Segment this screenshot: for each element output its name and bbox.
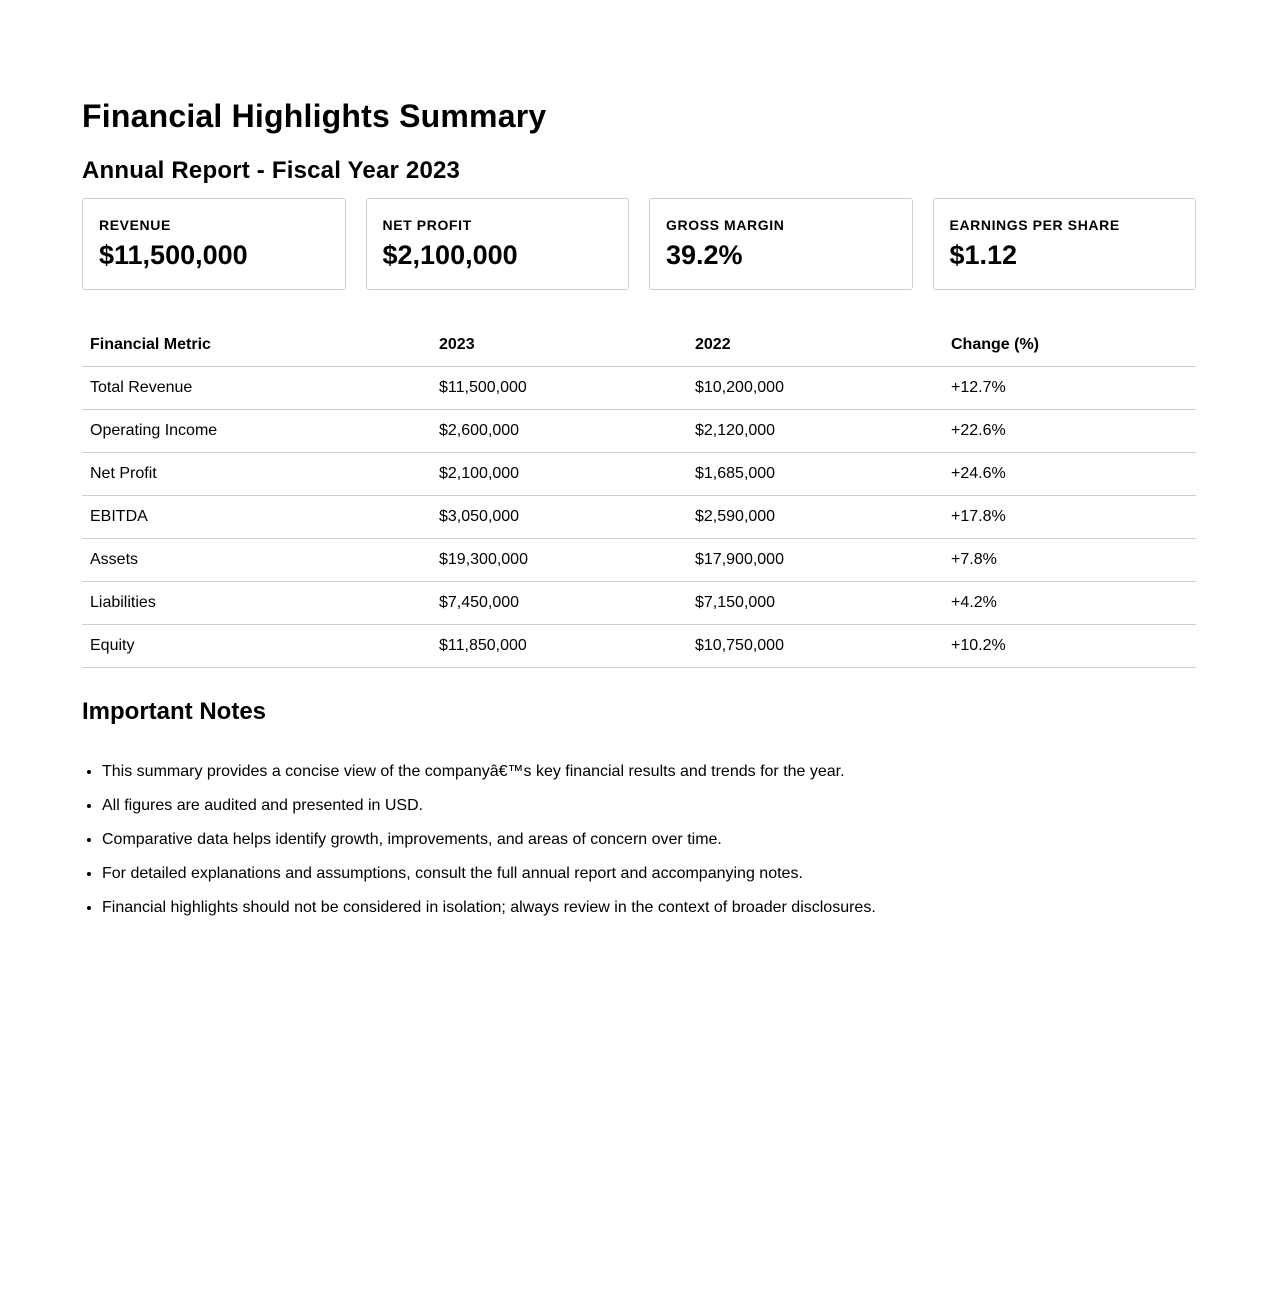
table-cell-metric: Assets	[82, 539, 431, 582]
table-cell-2023: $2,600,000	[431, 410, 687, 453]
table-cell-2022: $10,750,000	[687, 625, 943, 668]
table-header-row	[82, 323, 1196, 367]
notes-list	[82, 760, 1202, 930]
kpi-cards	[82, 198, 1196, 290]
table-cell-2023: $11,500,000	[431, 367, 687, 410]
list-item: • Financial highlights should not be considered in isolation; always review in the context of broader disclosures.	[102, 896, 1202, 930]
list-item: • All figures are audited and presented in USD.	[102, 794, 1202, 828]
table-cell-2022: $17,900,000	[687, 539, 943, 582]
column-header-2023: 2023	[431, 323, 687, 367]
table-row	[82, 453, 1196, 496]
table-cell-2023: $11,850,000	[431, 625, 687, 668]
table-cell-2022: $2,590,000	[687, 496, 943, 539]
notes-heading: Important Notes	[82, 698, 267, 725]
kpi-label: REVENUE	[99, 217, 171, 233]
table-row	[82, 367, 1196, 410]
list-item: • This summary provides a concise view of the companyâ€™s key financial results and trends for the year.	[102, 760, 1202, 794]
table-cell-metric: Total Revenue	[82, 367, 431, 410]
financial-metrics-table	[82, 323, 1196, 668]
kpi-label: NET PROFIT	[382, 217, 472, 233]
table-row	[82, 410, 1196, 453]
table-cell-2023: $7,450,000	[431, 582, 687, 625]
table-row	[82, 582, 1196, 625]
table-row	[82, 539, 1196, 582]
column-header-2022: 2022	[687, 323, 943, 367]
table-cell-metric: Liabilities	[82, 582, 431, 625]
kpi-label: EARNINGS PER SHARE	[949, 217, 1120, 233]
table-cell-metric: Net Profit	[82, 453, 431, 496]
table-cell-2022: $7,150,000	[687, 582, 943, 625]
table-cell-2023: $3,050,000	[431, 496, 687, 539]
kpi-label: GROSS MARGIN	[666, 217, 785, 233]
kpi-value: $2,100,000	[382, 240, 518, 270]
table-cell-2022: $2,120,000	[687, 410, 943, 453]
table-cell-2022: $1,685,000	[687, 453, 943, 496]
column-header-metric: Financial Metric	[82, 323, 431, 367]
table-cell-metric: Equity	[82, 625, 431, 668]
kpi-value: $1.12	[949, 240, 1018, 270]
table-cell-change: +22.6%	[943, 410, 1196, 453]
table-cell-change: +24.6%	[943, 453, 1196, 496]
table-row	[82, 496, 1196, 539]
page-title: Financial Highlights Summary	[82, 98, 547, 134]
table-cell-2023: $19,300,000	[431, 539, 687, 582]
table-cell-2023: $2,100,000	[431, 453, 687, 496]
kpi-card-net-profit	[366, 198, 630, 290]
table-cell-metric: Operating Income	[82, 410, 431, 453]
table-cell-2022: $10,200,000	[687, 367, 943, 410]
kpi-value: 39.2%	[666, 240, 743, 270]
list-item: • For detailed explanations and assumptions, consult the full annual report and accompanying notes.	[102, 862, 1202, 896]
table-cell-change: +10.2%	[943, 625, 1196, 668]
page-subtitle: Annual Report - Fiscal Year 2023	[82, 157, 461, 184]
table-cell-change: +7.8%	[943, 539, 1196, 582]
table-cell-change: +4.2%	[943, 582, 1196, 625]
column-header-change: Change (%)	[943, 323, 1196, 367]
kpi-card-gross-margin	[649, 198, 913, 290]
kpi-value: $11,500,000	[99, 240, 248, 270]
table-cell-change: +12.7%	[943, 367, 1196, 410]
table-cell-change: +17.8%	[943, 496, 1196, 539]
kpi-card-revenue	[82, 198, 346, 290]
table-cell-metric: EBITDA	[82, 496, 431, 539]
list-item: • Comparative data helps identify growth, improvements, and areas of concern over time.	[102, 828, 1202, 862]
table-row	[82, 625, 1196, 668]
kpi-card-eps	[933, 198, 1197, 290]
